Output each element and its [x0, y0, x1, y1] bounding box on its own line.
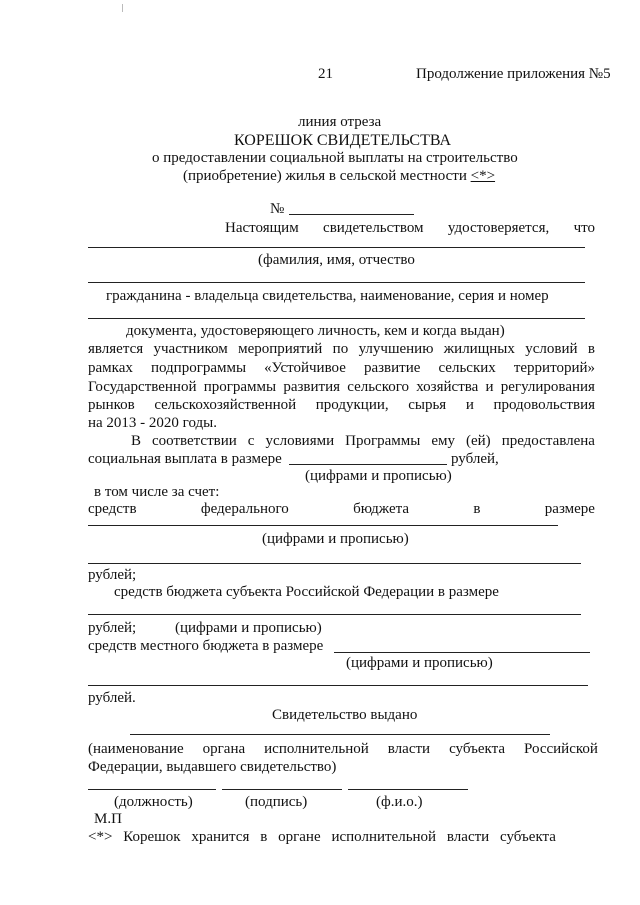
intro-word: свидетельством [323, 220, 424, 236]
name-line [348, 789, 468, 790]
word: предоставлена [501, 433, 595, 449]
footnote-line [88, 829, 556, 846]
word: условиями [265, 433, 335, 449]
program-line-1 [88, 341, 595, 358]
subtitle-line-1: о предоставлении социальной выплаты на строительство [152, 150, 518, 166]
word: сельскохозяйственной [154, 397, 297, 413]
word: улучшению [358, 341, 434, 357]
word: (наименование [88, 741, 184, 757]
caption-digits-words: (цифрами и прописью) [305, 468, 452, 484]
appendix-continuation: Продолжение приложения №5 [416, 66, 611, 82]
rubles-label: рублей. [88, 690, 136, 706]
signature-line [222, 789, 342, 790]
word: в [473, 501, 481, 517]
rubles-label: рублей; [88, 620, 137, 636]
word: субъекта [500, 829, 556, 845]
word: является [88, 341, 144, 357]
word: программы [203, 379, 277, 395]
issued-label: Свидетельство выдано [272, 707, 418, 723]
fill-line [88, 282, 585, 283]
word: органе [278, 829, 321, 845]
subject-budget-label: средств бюджета субъекта Российской Федерации в размере [114, 584, 499, 600]
intro-word: Настоящим [225, 220, 299, 236]
social-payment-label: социальная выплата в размере [88, 451, 282, 467]
word: и [465, 397, 474, 413]
authority-caption-line-1 [88, 741, 598, 758]
fill-line [88, 614, 581, 615]
cut-line-label: линия отреза [298, 114, 382, 130]
word: Государственной [88, 379, 197, 395]
fill-line [88, 525, 558, 526]
caption-citizen: гражданина - владельца свидетельства, наименование, серия и номер [106, 288, 549, 304]
program-last-line: на 2013 - 2020 годы. [88, 415, 217, 431]
intro-word: что [573, 220, 595, 236]
word: развития [283, 379, 341, 395]
word: бюджета [353, 501, 410, 517]
caption-full-name-initials: (ф.и.о.) [376, 794, 423, 810]
footnote-reference: <*> [470, 168, 496, 184]
authority-caption-line-2: Федерации, выдавшего свидетельство) [88, 759, 337, 775]
fill-line [130, 734, 550, 735]
fill-line [88, 247, 585, 248]
intro-line [225, 220, 595, 237]
word: участником [153, 341, 228, 357]
fill-line [88, 685, 588, 686]
caption-digits-words: (цифрами и прописью) [346, 655, 493, 671]
subtitle-line-2 [183, 168, 495, 185]
word: исполнительной [331, 829, 437, 845]
word: сырья [408, 397, 447, 413]
seal-mark: М.П [94, 811, 122, 827]
number-label: № [270, 201, 285, 217]
word: мероприятий [238, 341, 323, 357]
conditions-line [131, 433, 595, 450]
word: (ей) [466, 433, 491, 449]
word: с [247, 433, 255, 449]
caption-digits-words: (цифрами и прописью) [175, 620, 322, 636]
word: рынков [88, 397, 135, 413]
word: соответствии [152, 433, 237, 449]
word: «Устойчивое [264, 360, 346, 376]
caption-position: (должность) [114, 794, 193, 810]
word: Российской [524, 741, 598, 757]
word: условий [525, 341, 578, 357]
word: <*> [88, 829, 113, 845]
federal-budget-line [88, 501, 595, 518]
local-amount-blank [334, 652, 590, 653]
document-heading: КОРЕШОК СВИДЕТЕЛЬСТВА [234, 132, 452, 149]
word: в [260, 829, 268, 845]
word: исполнительной [264, 741, 369, 757]
word: хранится [191, 829, 250, 845]
payment-amount-blank [289, 464, 447, 465]
word: продукции, [315, 397, 389, 413]
word: В [131, 433, 142, 449]
word: Программы [345, 433, 421, 449]
program-line-3 [88, 379, 595, 396]
subtitle-text: (приобретение) жилья в сельской местности [183, 168, 467, 184]
rubles-label: рублей, [451, 451, 499, 467]
word: развитие [363, 360, 421, 376]
word: территорий» [513, 360, 595, 376]
word: органа [202, 741, 246, 757]
word: продовольствия [493, 397, 595, 413]
word: сельских [438, 360, 496, 376]
word: регулирования [500, 379, 595, 395]
fill-line [88, 318, 585, 319]
caption-signature: (подпись) [245, 794, 308, 810]
word: размере [544, 501, 595, 517]
word: по [332, 341, 349, 357]
word: и [485, 379, 494, 395]
word: рамках [88, 360, 133, 376]
scan-mark [122, 4, 123, 12]
local-budget-label: средств местного бюджета в размере [88, 638, 324, 654]
caption-identity-document: документа, удостоверяющего личность, кем и когда выдан) [126, 323, 505, 339]
position-line [88, 789, 216, 790]
word: власти [387, 741, 431, 757]
word: ему [431, 433, 455, 449]
including-label: в том числе за счет: [94, 484, 220, 500]
word: власти [446, 829, 490, 845]
caption-full-name: (фамилия, имя, отчество [258, 252, 415, 268]
intro-word: удостоверяется, [447, 220, 550, 236]
word: субъекта [449, 741, 505, 757]
page-number: 21 [318, 66, 333, 82]
program-line-2 [88, 360, 595, 377]
number-blank-line [289, 214, 414, 215]
word: Корешок [123, 829, 181, 845]
word: федерального [200, 501, 289, 517]
rubles-label: рублей; [88, 567, 137, 583]
word: жилищных [443, 341, 515, 357]
caption-digits-words: (цифрами и прописью) [262, 531, 409, 547]
word: подпрограммы [150, 360, 247, 376]
word: хозяйства [416, 379, 479, 395]
word: средств [88, 501, 137, 517]
fill-line [88, 563, 581, 564]
word: сельского [347, 379, 410, 395]
program-line-4 [88, 397, 595, 414]
word: в [587, 341, 595, 357]
